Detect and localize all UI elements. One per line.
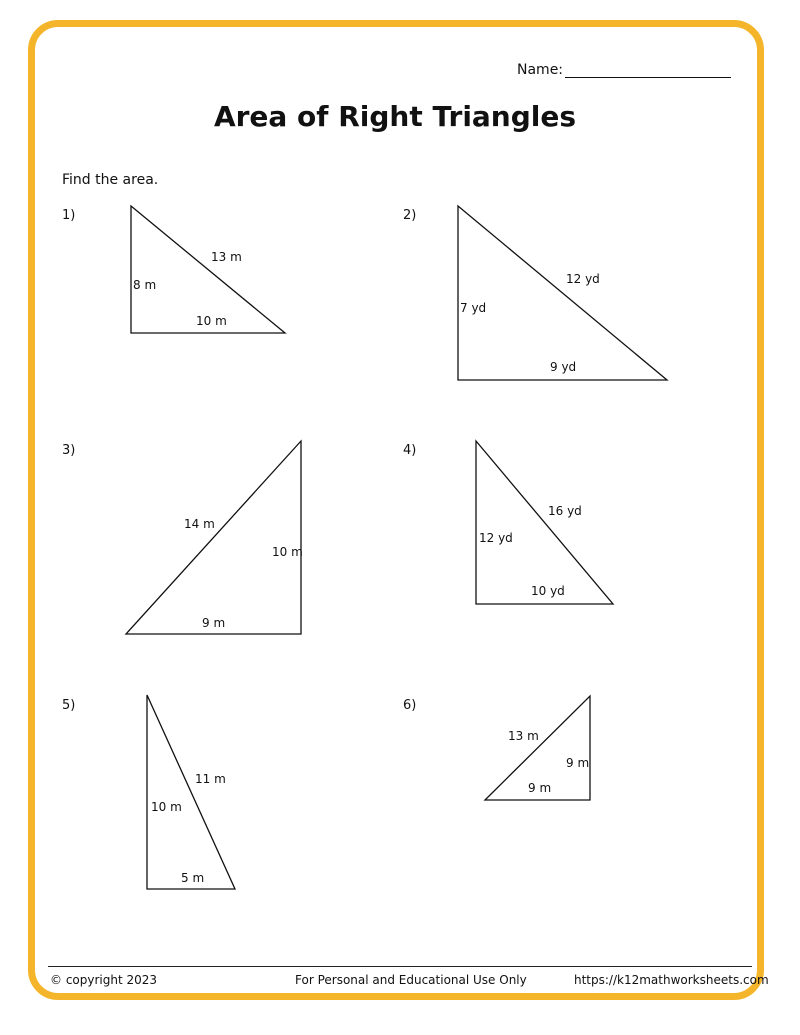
triangle-shape	[126, 441, 301, 634]
height-label: 7 yd	[460, 301, 487, 315]
worksheet-title: Area of Right Triangles	[213, 100, 577, 133]
base-label: 10 m	[196, 314, 227, 328]
triangle-shape	[147, 695, 235, 889]
base-label: 9 m	[528, 781, 552, 795]
footer-divider	[48, 966, 752, 967]
triangle-shape	[458, 206, 667, 380]
problem-5-number: 5)	[62, 698, 76, 713]
name-label: Name:	[517, 62, 564, 78]
copyright-text: © copyright 2023	[50, 973, 158, 987]
base-label: 5 m	[181, 871, 205, 885]
problem-3-triangle	[126, 441, 303, 634]
problem-3-number: 3)	[62, 443, 76, 458]
hypotenuse-label: 13 m	[508, 729, 539, 743]
height-label: 9 m	[566, 756, 590, 770]
hypotenuse-label: 13 m	[211, 250, 242, 264]
problem-6-triangle	[485, 696, 590, 800]
hypotenuse-label: 16 yd	[548, 504, 582, 518]
problem-2-triangle	[458, 206, 667, 380]
problem-6-number: 6)	[403, 698, 417, 713]
height-label: 10 m	[151, 800, 182, 814]
problem-2-number: 2)	[403, 208, 417, 223]
site-url: https://k12mathworksheets.com	[574, 973, 769, 987]
height-label: 12 yd	[479, 531, 513, 545]
usage-notice: For Personal and Educational Use Only	[295, 973, 527, 987]
hypotenuse-label: 12 yd	[566, 272, 600, 286]
height-label: 10 m	[272, 545, 303, 559]
base-label: 9 m	[202, 616, 226, 630]
instructions: Find the area.	[62, 172, 159, 188]
problem-1-triangle	[131, 206, 285, 333]
base-label: 9 yd	[550, 360, 577, 374]
base-label: 10 yd	[531, 584, 565, 598]
problem-1-number: 1)	[62, 208, 76, 223]
problem-4-triangle	[476, 441, 613, 604]
height-label: 8 m	[133, 278, 157, 292]
hypotenuse-label: 11 m	[195, 772, 226, 786]
problem-4-number: 4)	[403, 443, 417, 458]
hypotenuse-label: 14 m	[184, 517, 215, 531]
problem-5-triangle	[147, 695, 235, 889]
triangle-shape	[476, 441, 613, 604]
